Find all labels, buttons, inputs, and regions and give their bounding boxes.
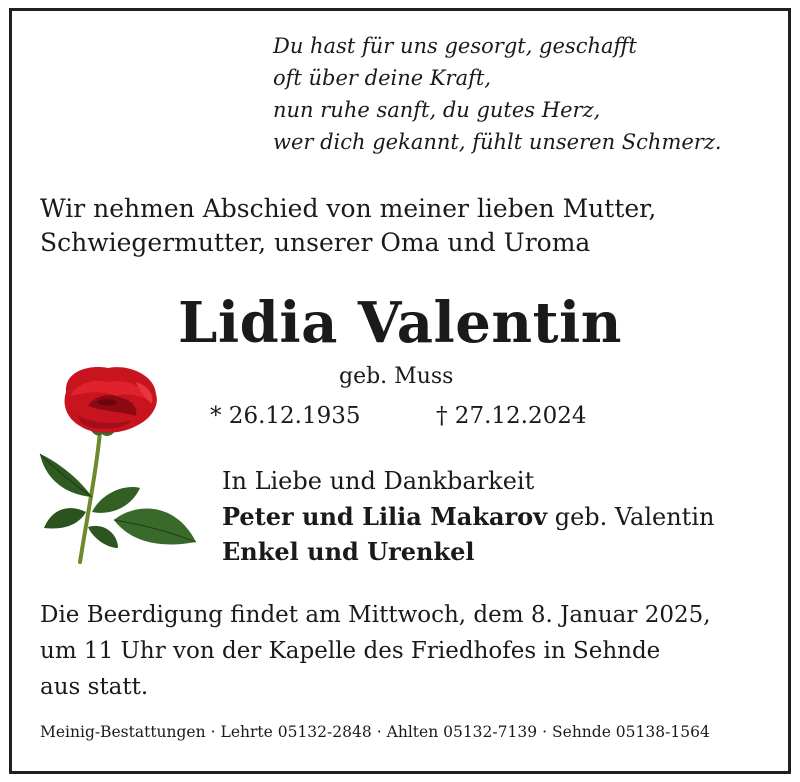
family-block	[222, 464, 714, 569]
family-names: Peter und Lilia Makarov	[222, 502, 548, 531]
family-line-2	[222, 499, 714, 534]
funeral-line: Die Beerdigung findet am Mittwoch, dem 8. Januar 2025,	[40, 602, 711, 628]
family-line-3: Enkel und Urenkel	[222, 537, 475, 566]
intro-line: Schwiegermutter, unserer Oma und Uroma	[40, 228, 591, 257]
intro-text	[40, 192, 656, 260]
separator: ·	[210, 723, 216, 741]
funeral-home-name: Meinig-Bestattungen	[40, 723, 206, 741]
rose-icon	[36, 362, 201, 567]
birth-date: * 26.12.1935	[210, 403, 361, 429]
poem-line: Du hast für uns gesorgt, geschafft	[273, 34, 637, 58]
office-lehrte: Lehrte 05132-2848	[220, 723, 372, 741]
death-date: † 27.12.2024	[436, 403, 587, 429]
poem-line: nun ruhe sanft, du gutes Herz,	[273, 98, 601, 122]
office-ahlten: Ahlten 05132-7139	[386, 723, 538, 741]
poem	[273, 30, 722, 158]
separator: ·	[376, 723, 382, 741]
maiden-name: geb. Muss	[339, 364, 454, 389]
funeral-info	[40, 597, 711, 705]
family-maiden: geb. Valentin	[547, 503, 715, 531]
poem-line: wer dich gekannt, fühlt unseren Schmerz.	[273, 130, 722, 154]
intro-line: Wir nehmen Abschied von meiner lieben Mutter,	[40, 194, 657, 223]
funeral-line: aus statt.	[40, 674, 149, 700]
funeral-line: um 11 Uhr von der Kapelle des Friedhofes in Sehnde	[40, 638, 661, 664]
poem-line: oft über deine Kraft,	[273, 66, 491, 90]
family-line-1: In Liebe und Dankbarkeit	[222, 467, 535, 495]
funeral-home-footer	[40, 720, 710, 744]
office-sehnde: Sehnde 05138-1564	[552, 723, 710, 741]
separator: ·	[542, 723, 548, 741]
deceased-name: Lidia Valentin	[178, 290, 622, 356]
